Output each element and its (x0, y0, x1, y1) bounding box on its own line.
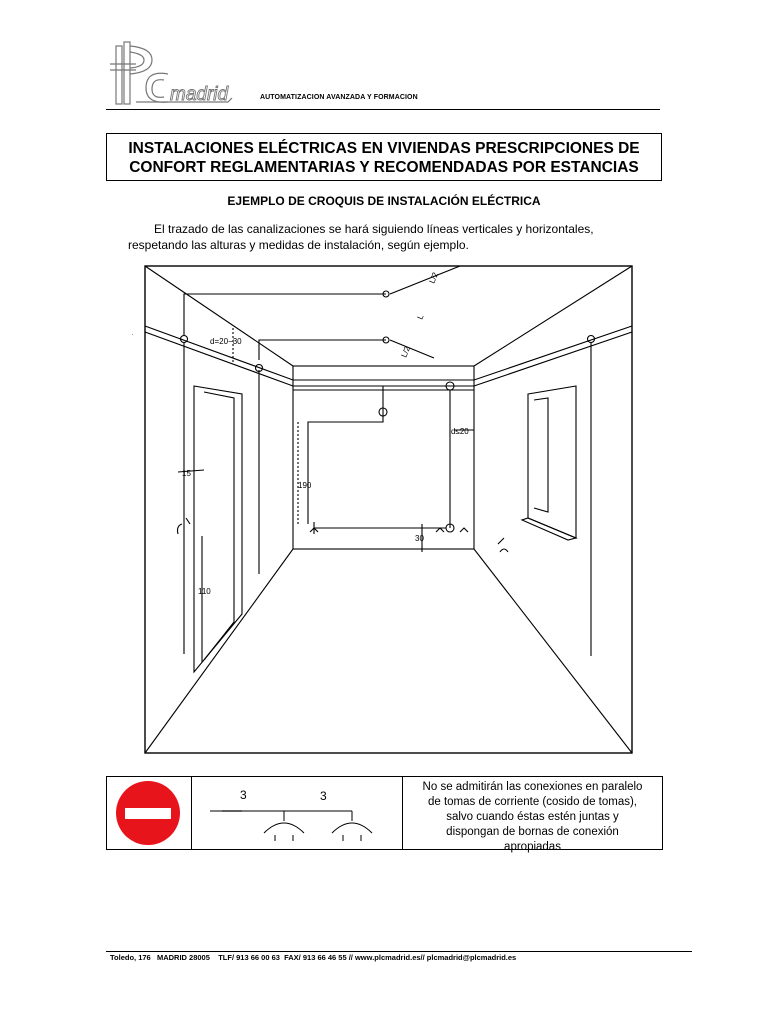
dim-d-20-30: d=20−30 (210, 337, 242, 346)
rule-text-line: salvo cuando éstas estén juntas y (446, 811, 619, 823)
document-title-box (106, 133, 662, 181)
title-line-2: CONFORT REGLAMENTARIAS Y RECOMENDADAS POR ESTANCIAS (129, 159, 639, 176)
rule-description-cell (403, 777, 662, 852)
intro-line-2: respetando las alturas y medidas de instalación, según ejemplo. (128, 238, 469, 252)
right-window (528, 386, 576, 538)
rule-text-line: de tomas de corriente (cosido de tomas), (427, 796, 638, 808)
dim-30: 30 (415, 534, 424, 543)
dim-110: 110 (198, 587, 211, 596)
dim-15: 15 (182, 469, 191, 478)
socket-wiring-diagram-cell (192, 777, 403, 849)
dim-l2-bottom: L/2 (399, 345, 413, 359)
intro-line-1: El trazado de las canalizaciones se hará siguiendo líneas verticales y horizontales, (154, 222, 594, 236)
title-line-1: INSTALACIONES ELÉCTRICAS EN VIVIENDAS PRESCRIPCIONES DE (128, 140, 640, 157)
connection-rule-table (106, 776, 663, 853)
no-entry-sign-cell (107, 777, 192, 849)
footer-contact: Toledo, 176 MADRID 28005 TLF/ 913 66 00 63 FAX/ 913 66 46 55 // www.plcmadrid.es// plcmadrid@plcmadrid.es (110, 953, 517, 962)
footer-rule (106, 951, 692, 952)
rule-text-line: No se admitirán las conexiones en paralelo (422, 781, 643, 793)
dim-l: L (415, 313, 426, 321)
intro-paragraph (128, 221, 668, 253)
plc-madrid-logo (106, 40, 256, 108)
rule-text-line: dispongan de bornas de conexión (446, 826, 619, 838)
diagram-label-3a: 3 (240, 788, 247, 802)
header-rule (106, 109, 660, 110)
dim-d-le-20: d≤20 (451, 427, 469, 436)
section-subtitle: EJEMPLO DE CROQUIS DE INSTALACIÓN ELÉCTRICA (227, 194, 541, 208)
no-entry-sign-icon (107, 777, 191, 849)
dim-l2-top: L/2 (427, 271, 441, 285)
stray-mark: · (131, 330, 134, 339)
rule-text-line: apropiadas (504, 841, 561, 853)
logo-wordmark: madrid (170, 84, 229, 105)
company-tagline: AUTOMATIZACION AVANZADA Y FORMACION (260, 94, 418, 101)
diagram-label-3b: 3 (320, 789, 327, 803)
socket-wiring-diagram (192, 777, 402, 849)
room-installation-sketch (138, 262, 638, 757)
dim-190: 190 (298, 481, 312, 490)
